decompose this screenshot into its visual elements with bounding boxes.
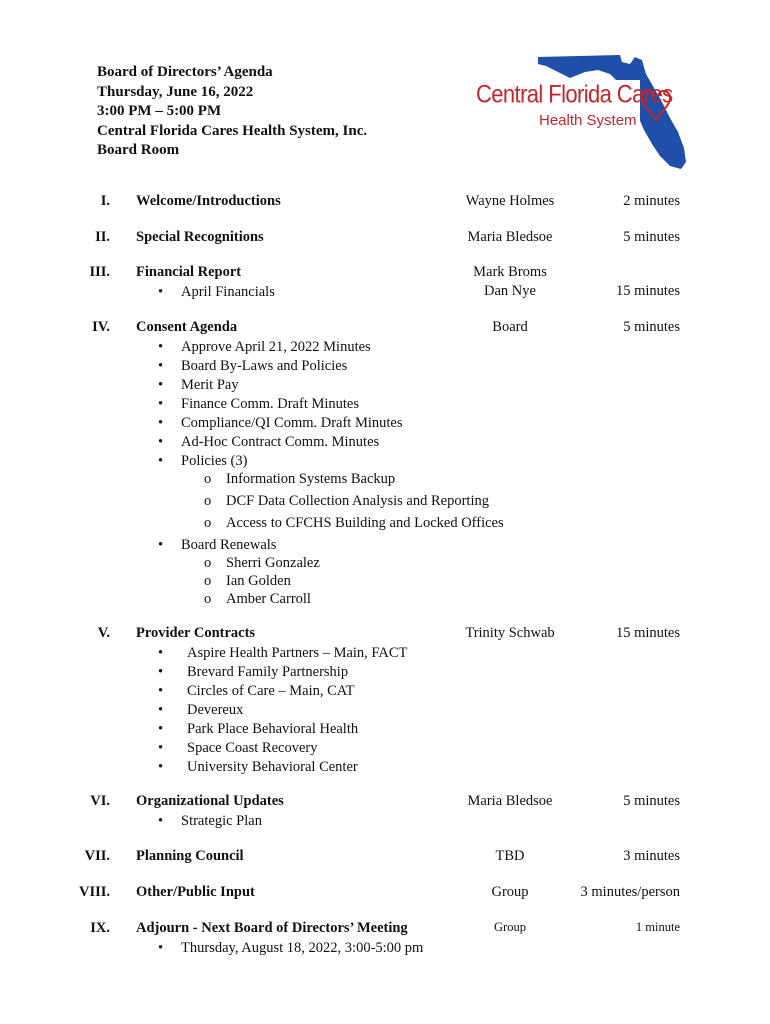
sub-list-item: o Access to CFCHS Building and Locked Offices (204, 514, 504, 533)
list-item: • Devereux (158, 701, 243, 720)
item-presenter: Wayne Holmes (465, 193, 555, 209)
item-presenter: Group (491, 884, 529, 900)
item-number: VII. (84, 848, 110, 864)
item-presenter: Group (494, 920, 526, 934)
item-title: Organizational Updates (136, 793, 284, 809)
item-title: Adjourn - Next Board of Directors’ Meeting (136, 920, 408, 936)
agenda-header (97, 63, 367, 161)
sub-list-item: o Sherri Gonzalez (204, 554, 320, 573)
item-number: IX. (90, 920, 110, 936)
list-item: • Merit Pay (158, 376, 239, 395)
list-item: • Board Renewals (158, 536, 276, 555)
item-title: Special Recognitions (136, 229, 264, 245)
item-duration: 5 minutes (623, 319, 680, 335)
item-number: VI. (90, 793, 110, 809)
item-title: Planning Council (136, 848, 244, 864)
item-number: III. (89, 264, 110, 280)
list-item: • Aspire Health Partners – Main, FACT (158, 644, 407, 663)
item-title: Consent Agenda (136, 319, 238, 335)
item-number: V. (97, 625, 110, 641)
item-number: VIII. (78, 884, 110, 900)
list-item: • Ad-Hoc Contract Comm. Minutes (158, 433, 379, 452)
header-organization: Central Florida Cares Health System, Inc. (97, 122, 368, 139)
item-title: Provider Contracts (136, 625, 256, 641)
list-item: • University Behavioral Center (158, 758, 358, 777)
header-date: Thursday, June 16, 2022 (97, 83, 254, 100)
list-item: • Strategic Plan (158, 812, 262, 831)
item-duration: 1 minute (635, 920, 680, 934)
item-duration: 2 minutes (623, 193, 680, 209)
item-duration: 3 minutes (623, 848, 680, 864)
list-item: • Compliance/QI Comm. Draft Minutes (158, 414, 403, 433)
organization-logo (470, 52, 695, 172)
item-presenter: Mark Broms (473, 264, 547, 280)
item-presenter-2: Dan Nye (484, 283, 536, 299)
list-item: • Space Coast Recovery (158, 739, 317, 758)
header-time: 3:00 PM – 5:00 PM (97, 103, 222, 119)
item-number: I. (100, 193, 110, 209)
list-item: • Circles of Care – Main, CAT (158, 682, 355, 701)
item-title: Other/Public Input (136, 884, 255, 900)
list-item: • Finance Comm. Draft Minutes (158, 395, 359, 414)
header-title: Board of Directors’ Agenda (97, 64, 273, 80)
item-duration: 15 minutes (615, 625, 680, 641)
item-presenter: Board (492, 319, 528, 335)
item-presenter: Maria Bledsoe (467, 229, 553, 245)
item-presenter: Trinity Schwab (465, 625, 555, 641)
list-item: • Approve April 21, 2022 Minutes (158, 338, 371, 357)
sub-list-item: o Amber Carroll (204, 590, 311, 609)
header-location: Board Room (97, 142, 180, 158)
sub-list-item: o DCF Data Collection Analysis and Reporting (204, 492, 489, 511)
logo-name: Central Florida Cares (476, 80, 673, 108)
item-title: Financial Report (136, 264, 242, 280)
list-item: • Park Place Behavioral Health (158, 720, 358, 739)
sub-list-item: o Ian Golden (204, 572, 291, 591)
item-duration: 15 minutes (615, 283, 680, 299)
item-number: II. (95, 229, 110, 245)
item-title: Welcome/Introductions (136, 193, 281, 209)
list-item: • Board By-Laws and Policies (158, 357, 347, 376)
item-duration: 5 minutes (623, 793, 680, 809)
item-presenter: Maria Bledsoe (467, 793, 553, 809)
item-duration: 3 minutes/person (580, 884, 680, 900)
item-number: IV. (92, 319, 110, 335)
sub-list-item: o Information Systems Backup (204, 470, 395, 489)
list-item: • April Financials (158, 283, 275, 302)
item-duration: 5 minutes (623, 229, 680, 245)
list-item: • Brevard Family Partnership (158, 663, 348, 682)
list-item: • Policies (3) (158, 452, 247, 471)
logo-subtitle: Health System (539, 112, 637, 129)
item-presenter: TBD (495, 848, 525, 864)
list-item: • Thursday, August 18, 2022, 3:00-5:00 pm (158, 939, 423, 958)
